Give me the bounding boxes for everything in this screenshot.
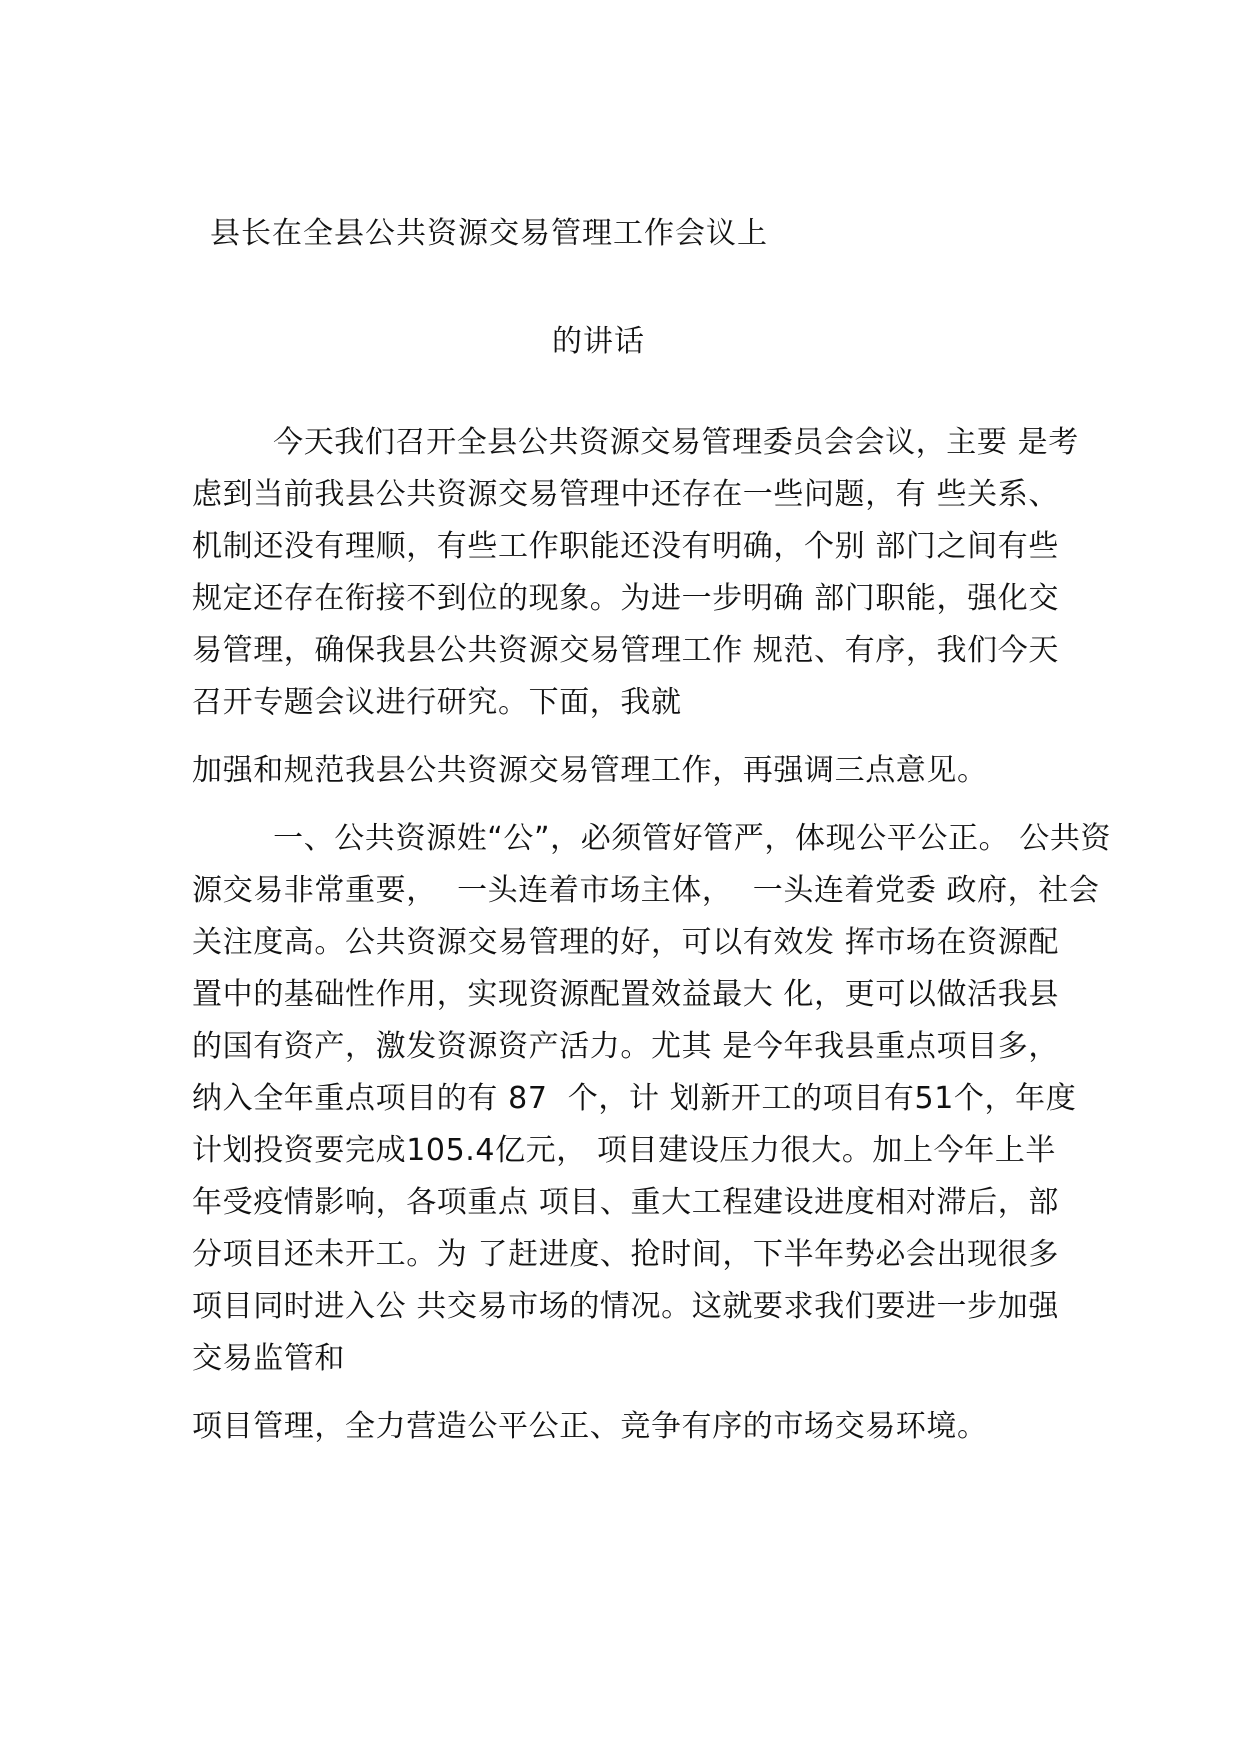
body-line: 一、公共资源姓“公”，必须管好管严，体现公平公正。 公共资 bbox=[192, 821, 1112, 856]
body-line: 分项目还未开工。为 了赶进度、抢时间，下半年势必会出现很多 bbox=[192, 1237, 1059, 1272]
body-line: 关注度高。公共资源交易管理的好，可以有效发 挥市场在资源配 bbox=[192, 925, 1059, 960]
body-line: 置中的基础性作用，实现资源配置效益最大 化，更可以做活我县 bbox=[192, 977, 1059, 1012]
body-line: 源交易非常重要， 一头连着市场主体， 一头连着党委 政府，社会 bbox=[192, 873, 1100, 908]
body-line: 易管理，确保我县公共资源交易管理工作 规范、有序，我们今天 bbox=[192, 633, 1059, 668]
body-line: 规定还存在衔接不到位的现象。为进一步明确 部门职能，强化交 bbox=[192, 581, 1059, 616]
body-line: 召开专题会议进行研究。下面，我就 bbox=[192, 685, 682, 720]
body-line: 交易监管和 bbox=[192, 1341, 345, 1376]
body-line: 年受疫情影响，各项重点 项目、重大工程建设进度相对滞后，部 bbox=[192, 1185, 1059, 1220]
body-line: 今天我们召开全县公共资源交易管理委员会会议，主要 是考 bbox=[192, 425, 1079, 460]
document-title-line-1: 县长在全县公共资源交易管理工作会议上 bbox=[210, 216, 768, 251]
document-title-line-2: 的讲话 bbox=[552, 324, 645, 359]
body-line: 项目管理，全力营造公平公正、竞争有序的市场交易环境。 bbox=[192, 1409, 988, 1444]
body-line: 虑到当前我县公共资源交易管理中还存在一些问题，有 些关系、 bbox=[192, 477, 1059, 512]
body-line: 项目同时进入公 共交易市场的情况。这就要求我们要进一步加强 bbox=[192, 1289, 1059, 1324]
body-line: 纳入全年重点项目的有 87 个，计 划新开工的项目有51个，年度 bbox=[192, 1081, 1077, 1116]
body-line: 机制还没有理顺，有些工作职能还没有明确，个别 部门之间有些 bbox=[192, 529, 1059, 564]
body-line: 加强和规范我县公共资源交易管理工作，再强调三点意见。 bbox=[192, 753, 988, 788]
body-line: 计划投资要完成105.4亿元， 项目建设压力很大。加上今年上半 bbox=[192, 1133, 1057, 1168]
body-line: 的国有资产，激发资源资产活力。尤其 是今年我县重点项目多， bbox=[192, 1029, 1059, 1064]
